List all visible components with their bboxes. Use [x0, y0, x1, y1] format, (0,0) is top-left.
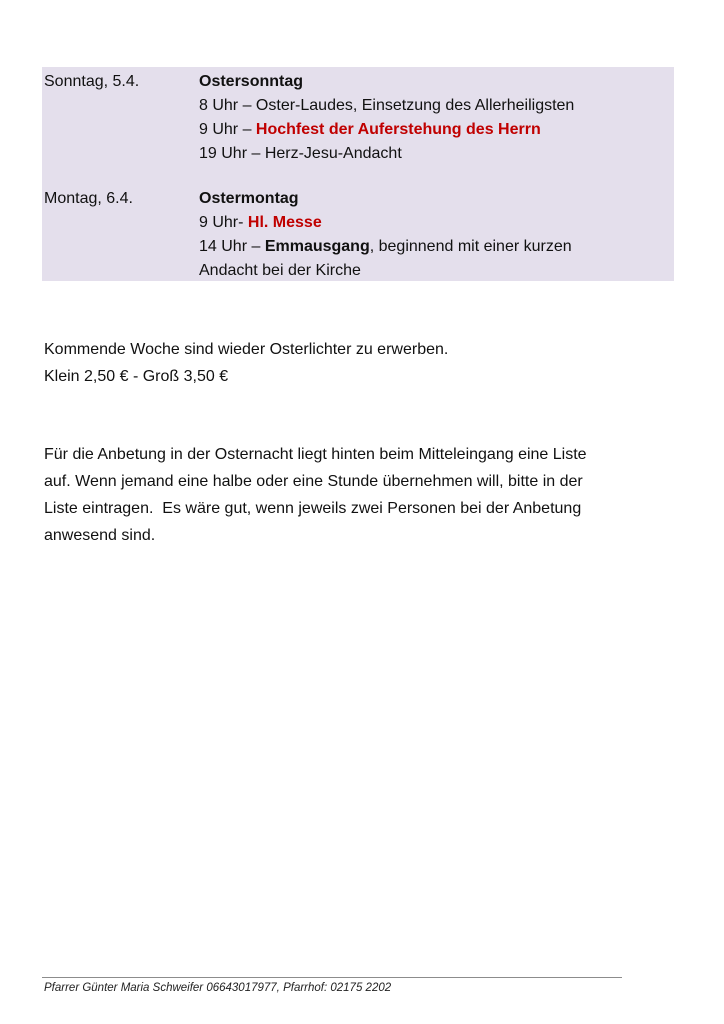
schedule-item — [199, 94, 574, 118]
footer-contact: Pfarrer Günter Maria Schweifer 06643017977, Pfarrhof: 02175 2202 — [44, 982, 392, 994]
item-time: 19 Uhr – — [199, 145, 265, 162]
day-title: Ostersonntag — [199, 73, 304, 90]
schedule-item — [199, 142, 574, 166]
item-time: 9 Uhr- — [199, 214, 248, 231]
day-title: Ostermontag — [199, 190, 299, 207]
day-entries — [199, 70, 574, 166]
day-label: Sonntag, 5.4. — [44, 73, 140, 90]
item-highlight: Hl. Messe — [247, 214, 322, 231]
schedule-item — [199, 211, 572, 235]
item-time: 8 Uhr – — [199, 97, 256, 114]
day-entries — [199, 187, 572, 283]
notice-anbetung — [44, 441, 674, 549]
item-time: 9 Uhr – — [199, 121, 256, 138]
item-text: Herz-Jesu-Andacht — [264, 145, 402, 162]
footer-divider — [42, 977, 622, 978]
notice-line: Für die Anbetung in der Osternacht liegt hinten beim Mitteleingang eine Liste — [44, 446, 587, 463]
item-text: Andacht bei der Kirche — [199, 262, 361, 279]
item-text: , beginnend mit einer kurzen — [369, 238, 572, 255]
schedule-box — [42, 67, 674, 281]
item-highlight: Hochfest der Auferstehung des Herrn — [255, 121, 541, 138]
notice-line: auf. Wenn jemand eine halbe oder eine Stunde übernehmen will, bitte in der — [44, 473, 583, 490]
notice-line: anwesend sind. — [44, 527, 156, 544]
item-bold: Emmausgang — [264, 238, 370, 255]
item-time: 14 Uhr – — [199, 238, 265, 255]
schedule-item — [199, 118, 574, 142]
notice-osterlichter — [44, 336, 674, 390]
notice-line: Kommende Woche sind wieder Osterlichter zu erwerben. — [44, 341, 449, 358]
notice-prices: Klein 2,50 € - Groß 3,50 € — [44, 368, 229, 385]
notice-line: Liste eintragen. Es wäre gut, wenn jeweils zwei Personen bei der Anbetung — [44, 500, 582, 517]
schedule-item — [199, 259, 572, 283]
day-label: Montag, 6.4. — [44, 190, 133, 207]
item-text: Oster-Laudes, Einsetzung des Allerheiligsten — [255, 97, 575, 114]
schedule-item — [199, 235, 572, 259]
